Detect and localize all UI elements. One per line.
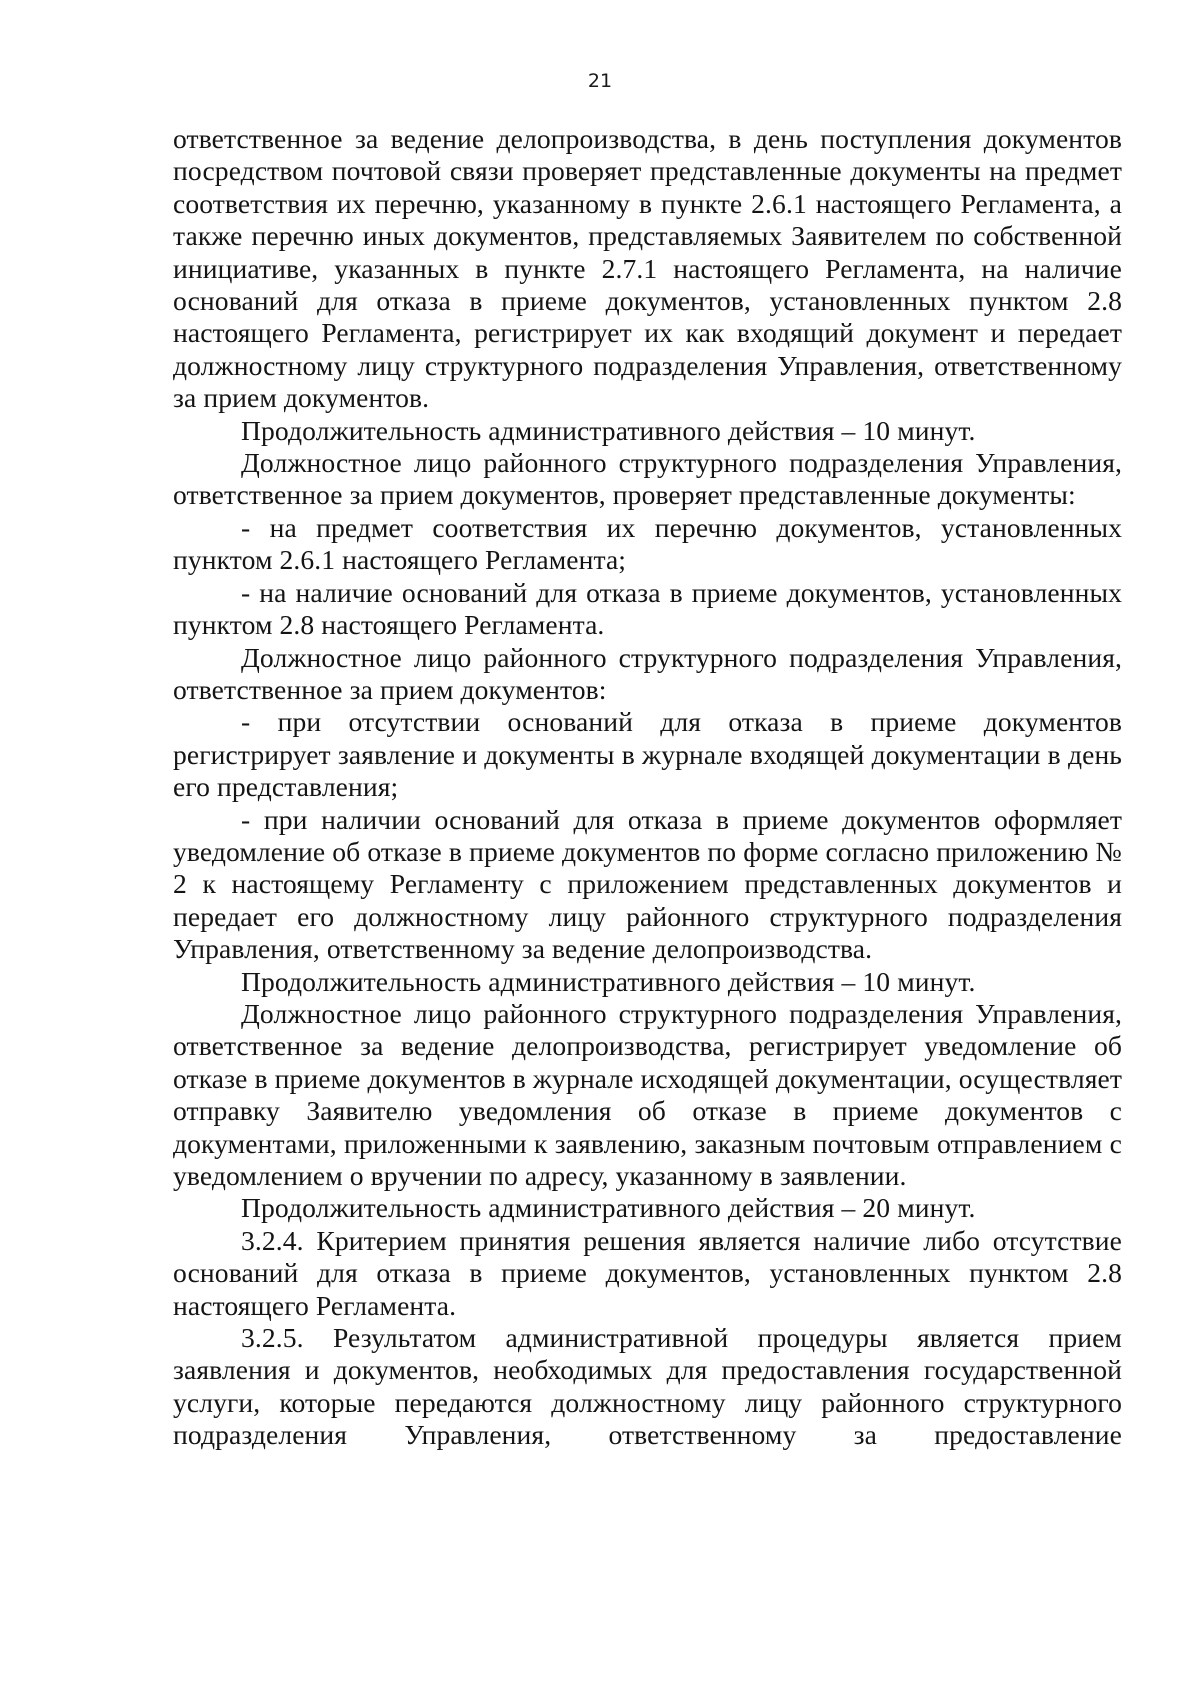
- paragraph-duration-3: Продолжительность административного действия – 20 минут.: [241, 1192, 976, 1224]
- paragraph-official-actions: Должностное лицо районного структурного подразделения Управления, ответственное за прием документов:: [173, 641, 1122, 705]
- list-item-with-grounds: - при наличии оснований для отказа в приеме документов оформляет уведомление об отказе в приеме документов по форме согласно приложению № 2 к настоящему Регламенту с приложением представленных документов и передает его должностному лицу районного структурного подразделения Управления, ответственному за ведение делопроизводства.: [173, 803, 1122, 965]
- document-body: [173, 123, 1122, 1452]
- paragraph-records-official: Должностное лицо районного структурного подразделения Управления, ответственное за ведение делопроизводства, регистрирует уведомление об отказе в приеме документов в журнале исходящей документации, осуществляет отправку Заявителю уведомления об отказе в приеме документов с документами, приложенными к заявлению, заказным почтовым отправлением с уведомлением о вручении по адресу, указанному в заявлении.: [173, 997, 1123, 1191]
- list-item-document-list-check: - на предмет соответствия их перечню документов, установленных пунктом 2.6.1 настоящего Регламента;: [173, 511, 1122, 576]
- page-number: 21: [587, 70, 613, 92]
- paragraph-continuation: ответственное за ведение делопроизводства, в день поступления документов посредством почтовой связи проверяет представленные документы на предмет соответствия их перечню, указанному в пункте 2.6.1 настоящего Регламента, а также перечню иных документов, представляемых Заявителем по собственной инициативе, указанных в пункте 2.7.1 настоящего Регламента, на наличие оснований для отказа в приеме документов, установленных пунктом 2.8 настоящего Регламента, регистрирует их как входящий документ и передает должностному лицу структурного подразделения Управления, ответственному за прием документов.: [173, 123, 1122, 414]
- paragraph-duration-1: Продолжительность административного действия – 10 минут.: [241, 414, 976, 446]
- list-item-refusal-grounds-check: - на наличие оснований для отказа в приеме документов, установленных пунктом 2.8 настоящего Регламента.: [173, 576, 1122, 641]
- paragraph-official-checks: Должностное лицо районного структурного подразделения Управления, ответственное за прием документов, проверяет представленные документы:: [173, 447, 1122, 511]
- paragraph-duration-2: Продолжительность административного действия – 10 минут.: [241, 965, 976, 997]
- list-item-no-grounds: - при отсутствии оснований для отказа в приеме документов регистрирует заявление и документы в журнале входящей документации в день его представления;: [173, 706, 1122, 803]
- paragraph-3-2-5: 3.2.5. Результатом административной процедуры является прием заявления и документов, необходимых для предоставления государственной услуги, которые передаются должностному лицу районного структурного подразделения Управления, ответственному за предоставление: [173, 1322, 1122, 1451]
- paragraph-3-2-4: 3.2.4. Критерием принятия решения является наличие либо отсутствие оснований для отказа в приеме документов, установленных пунктом 2.8 настоящего Регламента.: [173, 1224, 1122, 1321]
